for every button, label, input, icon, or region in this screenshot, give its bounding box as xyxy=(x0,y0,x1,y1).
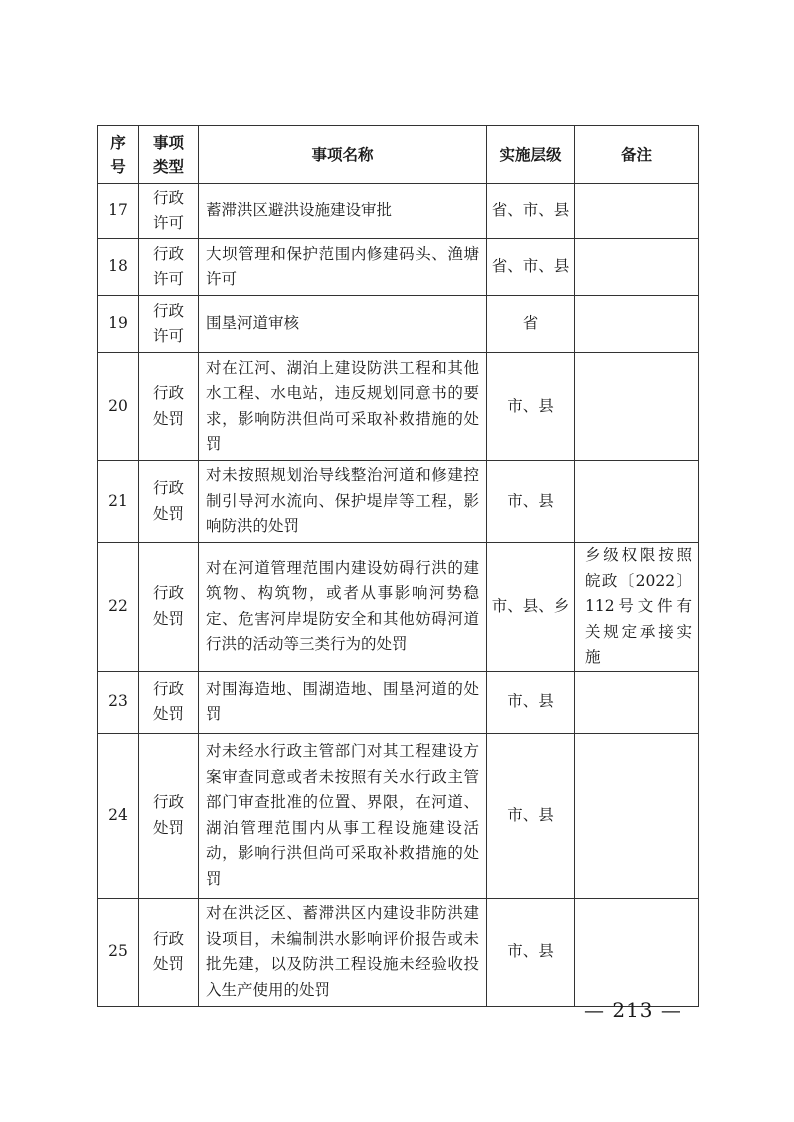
row-level: 市、县 xyxy=(487,898,575,1006)
row-level: 市、县 xyxy=(487,671,575,733)
row-type: 行政许可 xyxy=(139,184,199,239)
row-name: 对在洪泛区、蓄滞洪区内建设非防洪建设项目，未编制洪水影响评价报告或未批先建，以及防洪工程设施未经验收投入生产使用的处罚 xyxy=(199,898,487,1006)
header-name: 事项名称 xyxy=(199,126,487,184)
table-row xyxy=(98,353,699,461)
row-note xyxy=(575,353,699,461)
row-note xyxy=(575,671,699,733)
header-type: 事项类型 xyxy=(139,126,199,184)
row-note xyxy=(575,296,699,353)
row-type: 行政处罚 xyxy=(139,353,199,461)
page-number: — 213 — xyxy=(584,998,682,1022)
table-row xyxy=(98,898,699,1006)
row-type: 行政许可 xyxy=(139,296,199,353)
row-num: 20 xyxy=(98,353,139,461)
table-row xyxy=(98,671,699,733)
row-num: 23 xyxy=(98,671,139,733)
row-note xyxy=(575,184,699,239)
table-row xyxy=(98,296,699,353)
header-level: 实施层级 xyxy=(487,126,575,184)
row-note xyxy=(575,898,699,1006)
row-name: 对未按照规划治导线整治河道和修建控制引导河水流向、保护堤岸等工程，影响防洪的处罚 xyxy=(199,461,487,543)
table-row xyxy=(98,733,699,898)
row-level: 省、市、县 xyxy=(487,239,575,296)
table-row xyxy=(98,543,699,672)
row-type: 行政处罚 xyxy=(139,461,199,543)
row-note xyxy=(575,733,699,898)
table-row xyxy=(98,461,699,543)
row-note xyxy=(575,461,699,543)
row-type: 行政处罚 xyxy=(139,671,199,733)
row-num: 21 xyxy=(98,461,139,543)
row-name: 对围海造地、围湖造地、围垦河道的处罚 xyxy=(199,671,487,733)
row-num: 17 xyxy=(98,184,139,239)
row-type: 行政处罚 xyxy=(139,733,199,898)
row-num: 18 xyxy=(98,239,139,296)
row-level: 省、市、县 xyxy=(487,184,575,239)
row-note xyxy=(575,239,699,296)
header-num: 序号 xyxy=(98,126,139,184)
header-note: 备注 xyxy=(575,126,699,184)
table-row xyxy=(98,184,699,239)
row-type: 行政许可 xyxy=(139,239,199,296)
row-num: 24 xyxy=(98,733,139,898)
table-row xyxy=(98,239,699,296)
row-num: 19 xyxy=(98,296,139,353)
row-level: 市、县 xyxy=(487,733,575,898)
row-name: 围垦河道审核 xyxy=(199,296,487,353)
row-level: 市、县 xyxy=(487,461,575,543)
row-level: 市、县、乡 xyxy=(487,543,575,672)
row-name: 对在江河、湖泊上建设防洪工程和其他水工程、水电站，违反规划同意书的要求，影响防洪但尚可采取补救措施的处罚 xyxy=(199,353,487,461)
row-name: 大坝管理和保护范围内修建码头、渔塘许可 xyxy=(199,239,487,296)
row-name: 对在河道管理范围内建设妨碍行洪的建筑物、构筑物，或者从事影响河势稳定、危害河岸堤防安全和其他妨碍河道行洪的活动等三类行为的处罚 xyxy=(199,543,487,672)
row-name: 蓄滞洪区避洪设施建设审批 xyxy=(199,184,487,239)
row-name: 对未经水行政主管部门对其工程建设方案审查同意或者未按照有关水行政主管部门审查批准的位置、界限，在河道、湖泊管理范围内从事工程设施建设活动，影响行洪但尚可采取补救措施的处罚 xyxy=(199,733,487,898)
row-type: 行政处罚 xyxy=(139,543,199,672)
header-row xyxy=(98,126,699,184)
row-num: 25 xyxy=(98,898,139,1006)
row-num: 22 xyxy=(98,543,139,672)
row-level: 省 xyxy=(487,296,575,353)
row-type: 行政处罚 xyxy=(139,898,199,1006)
items-table xyxy=(97,125,699,1007)
row-level: 市、县 xyxy=(487,353,575,461)
row-note: 乡级权限按照皖政〔2022〕112号文件有关规定承接实施 xyxy=(575,543,699,672)
